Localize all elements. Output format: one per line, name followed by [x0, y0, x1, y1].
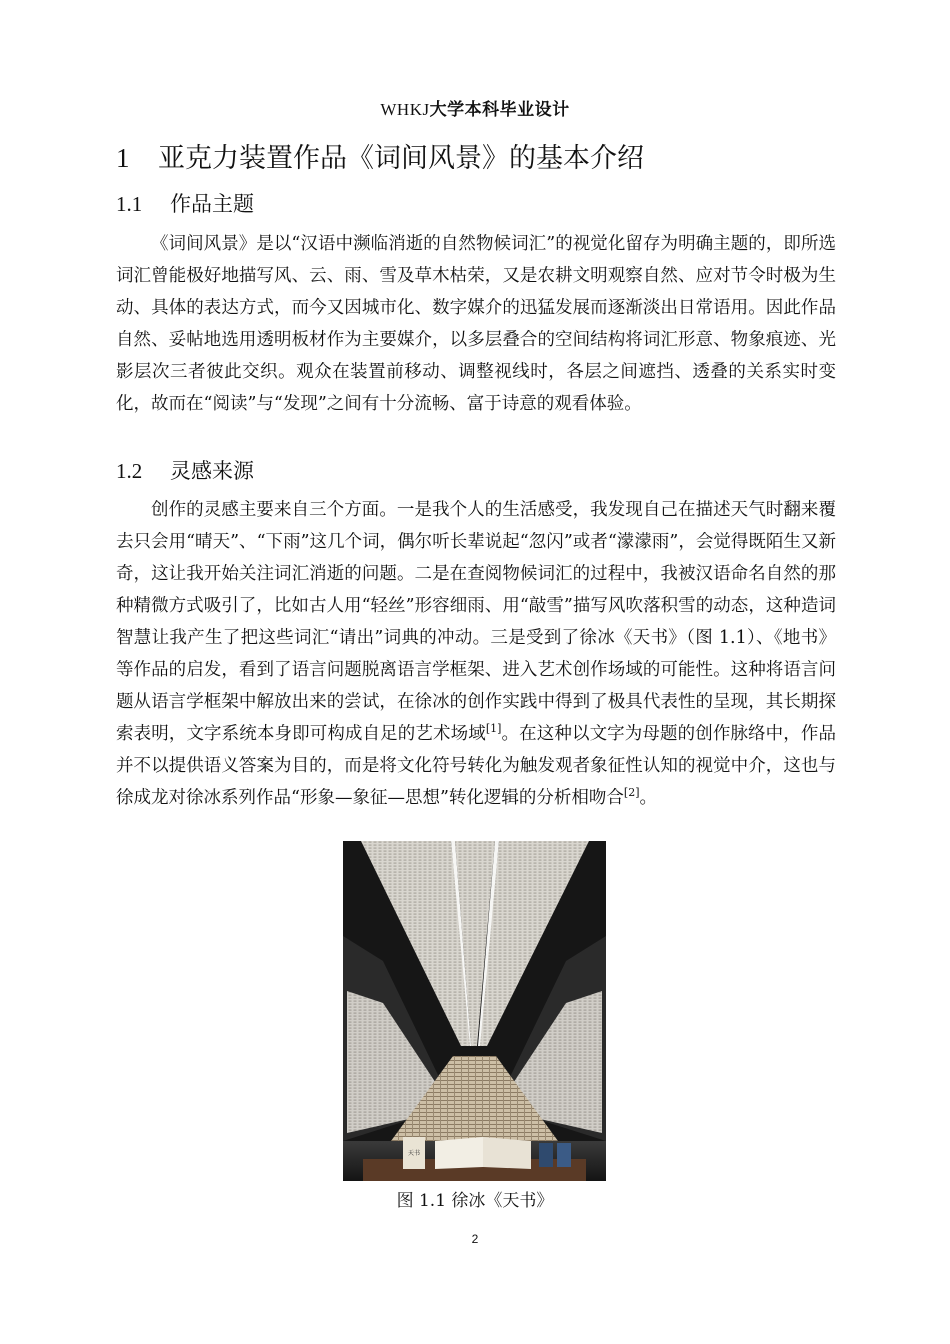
chapter-title: 亚克力装置作品《词间风景》的基本介绍 — [158, 143, 644, 174]
section-title: 作品主题 — [170, 192, 254, 216]
running-header — [0, 95, 950, 120]
header-title: 大学本科毕业设计 — [429, 100, 570, 120]
section-1-1-paragraph: 《词间风景》是以“汉语中濒临消逝的自然物候词汇”的视觉化留存为明确主题的，即所选词汇曾能极好地描写风、云、雨、雪及草木枯荣，又是农耕文明观察自然、应对节令时极为生动、具体的表达方式，而今又因城市化、数字媒介的迅猛发展而逐渐淡出日常语用。因此作品自然、妥帖地选用透明板材作为主要媒介，以多层叠合的空间结构将词汇形意、物象痕迹、光影层次三者彼此交织。观众在装置前移动、调整视线时，各层之间遮挡、透叠的关系实时变化，故而在“阅读”与“发现”之间有十分流畅、富于诗意的观看体验。 — [116, 234, 836, 414]
header-school-code: WHKJ — [380, 100, 430, 119]
section-number: 1.2 — [116, 459, 143, 483]
paragraph-text: 创作的灵感主要来自三个方面。一是我个人的生活感受，我发现自己在描述天气时翻来覆去只会用“晴天”、“下雨”这几个词，偶尔听长辈说起“忽闪”或者“濛濛雨”，会觉得既陌生又新奇，这让我开始关注词汇消逝的问题。二是在查阅物候词汇的过程中，我被汉语命名自然的那种精微方式吸引了，比如古人用“轻丝”形容细雨、用“敲雪”描写风吹落积雪的动态，这种造词智慧让我产生了把这些词汇“请出”词典的冲动。三是受到了徐冰《天书》（图 1.1）、《地书》等作品的启发，看到了语言问题脱离语言学框架、进入艺术创作场域的可能性。这种将语言问题从语言学框架中解放出来的尝试，在徐冰的创作实践中得到了极具代表性的呈现，其长期探索表明，文字系统本身即可构成自足的艺术场域 — [116, 500, 836, 744]
section-heading-1-2 — [116, 455, 254, 485]
paragraph-text: 。在这种以文字为母题的创作脉络中，作品并不以提供语义答案为目的，而是将文化符号转化为触发观者象征性认知的视觉中介，这也与徐成龙对徐冰系列作品“形象—象征—思想”转化逻辑的分析相吻合 — [116, 724, 836, 808]
figure-tianshu-photo — [343, 841, 606, 1181]
section-1-2-paragraph — [116, 494, 836, 814]
section-heading-1-1 — [116, 188, 254, 218]
chapter-number: 1 — [116, 143, 130, 173]
page-number: 2 — [471, 1232, 479, 1246]
chapter-heading — [116, 136, 644, 175]
paragraph-text: 。 — [639, 788, 657, 808]
section-number: 1.1 — [116, 192, 143, 216]
figure-caption: 图 1.1 徐冰《天书》 — [396, 1191, 554, 1211]
citation-2: [2] — [623, 786, 640, 800]
section-title: 灵感来源 — [170, 459, 254, 483]
citation-1: [1] — [485, 722, 502, 736]
book-cover-label: 天书 — [407, 1150, 421, 1157]
